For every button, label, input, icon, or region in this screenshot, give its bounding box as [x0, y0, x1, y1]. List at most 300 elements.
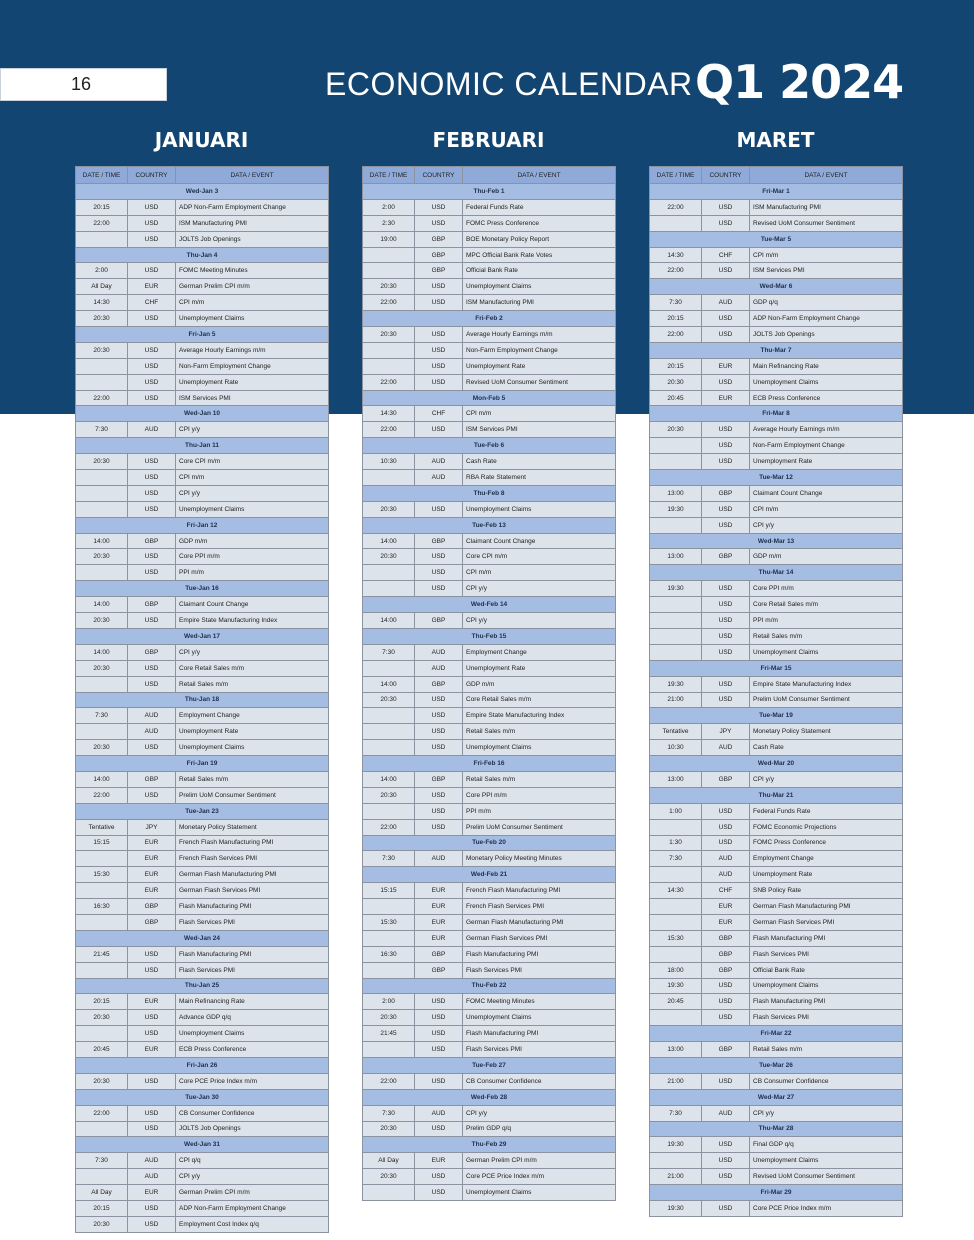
country-cell: AUD	[128, 1153, 176, 1169]
day-header-row	[363, 597, 616, 613]
country-cell: USD	[128, 485, 176, 501]
time-cell: 14:00	[76, 597, 128, 613]
event-cell: Flash Services PMI	[463, 1042, 616, 1058]
day-header: Fri-Jan 5	[76, 327, 329, 343]
event-cell: FOMC Meeting Minutes	[176, 263, 329, 279]
day-header-row	[650, 184, 903, 200]
table-row	[363, 406, 616, 422]
day-header: Thu-Jan 4	[76, 247, 329, 263]
day-header-row	[363, 867, 616, 883]
event-cell: Main Refinancing Rate	[176, 994, 329, 1010]
table-row	[363, 454, 616, 470]
country-cell: USD	[702, 1169, 750, 1185]
country-cell: USD	[702, 819, 750, 835]
time-cell: 20:30	[363, 1121, 415, 1137]
table-row	[76, 724, 329, 740]
table-row	[76, 199, 329, 215]
event-cell: Unemployment Claims	[176, 501, 329, 517]
country-cell: CHF	[702, 883, 750, 899]
table-row	[650, 263, 903, 279]
table-row	[650, 311, 903, 327]
country-cell: AUD	[128, 422, 176, 438]
event-cell: Empire State Manufacturing Index	[463, 708, 616, 724]
table-row	[363, 1010, 616, 1026]
event-cell: CPI m/m	[463, 406, 616, 422]
country-cell: EUR	[128, 1185, 176, 1201]
time-cell: 14:30	[76, 295, 128, 311]
time-cell: 7:30	[363, 1105, 415, 1121]
time-cell	[363, 358, 415, 374]
day-header: Wed-Mar 13	[650, 533, 903, 549]
day-header: Thu-Mar 28	[650, 1121, 903, 1137]
country-cell: USD	[415, 358, 463, 374]
table-row	[76, 470, 329, 486]
event-cell: Flash Manufacturing PMI	[750, 930, 903, 946]
country-cell: GBP	[128, 899, 176, 915]
page-title: ECONOMIC CALENDAR	[325, 66, 693, 102]
column-header: COUNTRY	[702, 167, 750, 184]
time-cell	[650, 1153, 702, 1169]
country-cell: USD	[702, 501, 750, 517]
country-cell: USD	[128, 1105, 176, 1121]
event-cell: Monetary Policy Statement	[750, 724, 903, 740]
time-cell	[363, 581, 415, 597]
event-cell: CPI y/y	[463, 581, 616, 597]
event-cell: Unemployment Claims	[463, 279, 616, 295]
country-cell: USD	[415, 199, 463, 215]
time-cell: 15:15	[76, 835, 128, 851]
event-cell: Core CPI m/m	[176, 454, 329, 470]
country-cell: EUR	[702, 914, 750, 930]
time-cell	[363, 565, 415, 581]
country-cell: AUD	[415, 660, 463, 676]
event-cell: BOE Monetary Policy Report	[463, 231, 616, 247]
time-cell: 2:00	[363, 994, 415, 1010]
day-header-row	[363, 628, 616, 644]
time-cell	[76, 358, 128, 374]
time-cell: All Day	[363, 1153, 415, 1169]
day-header-row	[76, 1057, 329, 1073]
table-row	[363, 374, 616, 390]
time-cell: 14:30	[650, 247, 702, 263]
time-cell: 19:30	[650, 978, 702, 994]
table-row	[76, 1010, 329, 1026]
event-cell: Unemployment Claims	[176, 1026, 329, 1042]
table-row	[76, 899, 329, 915]
country-cell: GBP	[415, 946, 463, 962]
country-cell: USD	[702, 517, 750, 533]
country-cell: AUD	[702, 740, 750, 756]
event-cell: Monetary Policy Statement	[176, 819, 329, 835]
time-cell: 7:30	[650, 1105, 702, 1121]
time-cell: 10:30	[650, 740, 702, 756]
event-cell: CPI y/y	[176, 485, 329, 501]
country-cell: USD	[702, 597, 750, 613]
event-cell: ISM Services PMI	[463, 422, 616, 438]
country-cell: AUD	[702, 867, 750, 883]
event-cell: ECB Press Conference	[176, 1042, 329, 1058]
country-cell: USD	[128, 454, 176, 470]
time-cell	[363, 342, 415, 358]
event-cell: JOLTS Job Openings	[750, 327, 903, 343]
country-cell: USD	[702, 978, 750, 994]
country-cell: USD	[702, 1153, 750, 1169]
table-row	[363, 1105, 616, 1121]
time-cell: 20:15	[650, 311, 702, 327]
country-cell: GBP	[415, 613, 463, 629]
table-row	[363, 549, 616, 565]
table-row	[76, 422, 329, 438]
country-cell: AUD	[128, 724, 176, 740]
time-cell	[76, 470, 128, 486]
event-cell: Flash Services PMI	[176, 914, 329, 930]
country-cell: EUR	[128, 1042, 176, 1058]
day-header: Tue-Feb 27	[363, 1057, 616, 1073]
day-header: Tue-Jan 30	[76, 1089, 329, 1105]
time-cell: All Day	[76, 1185, 128, 1201]
day-header: Thu-Mar 7	[650, 342, 903, 358]
day-header: Tue-Mar 26	[650, 1057, 903, 1073]
time-cell	[76, 1026, 128, 1042]
event-cell: CPI m/m	[750, 501, 903, 517]
event-cell: ISM Manufacturing PMI	[176, 215, 329, 231]
event-cell: Retail Sales m/m	[750, 1042, 903, 1058]
table-row	[650, 581, 903, 597]
country-cell: USD	[702, 1073, 750, 1089]
country-cell: USD	[128, 342, 176, 358]
table-row	[363, 644, 616, 660]
table-row	[76, 565, 329, 581]
event-cell: Cash Rate	[750, 740, 903, 756]
time-cell: 10:30	[363, 454, 415, 470]
day-header-row	[76, 978, 329, 994]
event-cell: FOMC Press Conference	[463, 215, 616, 231]
country-cell: GBP	[415, 231, 463, 247]
event-cell: Unemployment Claims	[176, 311, 329, 327]
day-header: Mon-Feb 5	[363, 390, 616, 406]
country-cell: USD	[415, 1010, 463, 1026]
event-cell: Final GDP q/q	[750, 1137, 903, 1153]
day-header-row	[76, 692, 329, 708]
day-header-row	[650, 1185, 903, 1201]
table-row	[363, 1026, 616, 1042]
table-row	[650, 517, 903, 533]
event-cell: Employment Cost Index q/q	[176, 1216, 329, 1232]
event-cell: German Prelim CPI m/m	[176, 279, 329, 295]
country-cell: USD	[702, 311, 750, 327]
country-cell: USD	[415, 295, 463, 311]
event-cell: ISM Manufacturing PMI	[463, 295, 616, 311]
table-row	[650, 819, 903, 835]
table-row	[76, 279, 329, 295]
table-row	[76, 946, 329, 962]
day-header: Tue-Mar 19	[650, 708, 903, 724]
event-cell: Official Bank Rate	[750, 962, 903, 978]
country-cell: USD	[415, 215, 463, 231]
country-cell: USD	[128, 374, 176, 390]
event-cell: French Flash Services PMI	[176, 851, 329, 867]
event-cell: Core PPI m/m	[463, 787, 616, 803]
event-cell: Revised UoM Consumer Sentiment	[750, 215, 903, 231]
table-row	[650, 501, 903, 517]
day-header: Wed-Jan 10	[76, 406, 329, 422]
event-cell: Employment Change	[176, 708, 329, 724]
country-cell: AUD	[415, 851, 463, 867]
table-row	[363, 787, 616, 803]
table-row	[363, 279, 616, 295]
day-header: Fri-Mar 1	[650, 184, 903, 200]
day-header-row	[650, 470, 903, 486]
table-row	[76, 1042, 329, 1058]
country-cell: AUD	[415, 454, 463, 470]
time-cell	[650, 613, 702, 629]
country-cell: USD	[128, 231, 176, 247]
day-header-row	[650, 660, 903, 676]
table-row	[363, 342, 616, 358]
time-cell: 20:45	[650, 390, 702, 406]
table-row	[76, 994, 329, 1010]
event-cell: FOMC Meeting Minutes	[463, 994, 616, 1010]
event-cell: Core PPI m/m	[750, 581, 903, 597]
day-header-row	[76, 406, 329, 422]
table-row	[76, 883, 329, 899]
time-cell	[650, 1010, 702, 1026]
table-row	[363, 358, 616, 374]
event-cell: Official Bank Rate	[463, 263, 616, 279]
time-cell: 14:00	[76, 644, 128, 660]
time-cell: 22:00	[76, 1105, 128, 1121]
table-row	[363, 946, 616, 962]
time-cell: 20:30	[650, 374, 702, 390]
table-row	[650, 295, 903, 311]
time-cell: 21:00	[650, 692, 702, 708]
country-cell: USD	[128, 1073, 176, 1089]
country-cell: USD	[128, 263, 176, 279]
time-cell	[650, 899, 702, 915]
time-cell: 20:15	[76, 199, 128, 215]
table-row	[650, 628, 903, 644]
event-cell: RBA Rate Statement	[463, 470, 616, 486]
table-row	[650, 1201, 903, 1217]
table-row	[76, 1169, 329, 1185]
table-row	[650, 883, 903, 899]
event-cell: Flash Manufacturing PMI	[463, 1026, 616, 1042]
event-cell: Unemployment Rate	[176, 374, 329, 390]
time-cell	[650, 819, 702, 835]
day-header-row	[650, 1026, 903, 1042]
time-cell	[363, 899, 415, 915]
event-cell: Employment Change	[750, 851, 903, 867]
event-cell: Non-Farm Employment Change	[463, 342, 616, 358]
table-row	[363, 215, 616, 231]
time-cell: 22:00	[650, 327, 702, 343]
country-cell: USD	[702, 692, 750, 708]
table-row	[76, 311, 329, 327]
day-header: Fri-Jan 19	[76, 756, 329, 772]
event-cell: Unemployment Claims	[750, 1153, 903, 1169]
table-row	[650, 724, 903, 740]
day-header-row	[76, 184, 329, 200]
day-header: Tue-Feb 13	[363, 517, 616, 533]
time-cell	[363, 247, 415, 263]
country-cell: USD	[702, 1137, 750, 1153]
table-row	[650, 851, 903, 867]
day-header-row	[76, 517, 329, 533]
time-cell: 20:30	[76, 549, 128, 565]
event-cell: Unemployment Rate	[463, 358, 616, 374]
country-cell: CHF	[702, 247, 750, 263]
table-row	[76, 533, 329, 549]
time-cell: 1:00	[650, 803, 702, 819]
day-header: Wed-Jan 31	[76, 1137, 329, 1153]
day-header: Tue-Feb 20	[363, 835, 616, 851]
table-row	[650, 914, 903, 930]
time-cell: 19:30	[650, 676, 702, 692]
event-cell: Non-Farm Employment Change	[176, 358, 329, 374]
event-cell: Empire State Manufacturing Index	[176, 613, 329, 629]
table-row	[363, 724, 616, 740]
day-header-row	[363, 1057, 616, 1073]
time-cell: 20:30	[76, 740, 128, 756]
table-row	[363, 565, 616, 581]
time-cell	[363, 803, 415, 819]
table-row	[76, 819, 329, 835]
table-row	[363, 803, 616, 819]
event-cell: CPI y/y	[750, 1105, 903, 1121]
event-cell: Core PCE Price Index m/m	[463, 1169, 616, 1185]
month-title-februari: FEBRUARI	[432, 128, 545, 152]
event-cell: SNB Policy Rate	[750, 883, 903, 899]
table-row	[363, 247, 616, 263]
table-row	[76, 867, 329, 883]
day-header: Thu-Jan 25	[76, 978, 329, 994]
table-row	[363, 1042, 616, 1058]
event-cell: Monetary Policy Meeting Minutes	[463, 851, 616, 867]
event-cell: Federal Funds Rate	[463, 199, 616, 215]
time-cell	[650, 597, 702, 613]
time-cell	[363, 1042, 415, 1058]
time-cell	[363, 962, 415, 978]
day-header: Thu-Feb 8	[363, 485, 616, 501]
time-cell	[76, 231, 128, 247]
table-row	[363, 1169, 616, 1185]
event-cell: CPI m/m	[463, 565, 616, 581]
day-header: Fri-Mar 8	[650, 406, 903, 422]
event-cell: CB Consumer Confidence	[750, 1073, 903, 1089]
event-cell: Core CPI m/m	[463, 549, 616, 565]
event-cell: Average Hourly Earnings m/m	[750, 422, 903, 438]
day-header: Thu-Mar 21	[650, 787, 903, 803]
table-row	[650, 867, 903, 883]
country-cell: USD	[415, 1073, 463, 1089]
time-cell: 15:30	[650, 930, 702, 946]
country-cell: USD	[702, 994, 750, 1010]
country-cell: USD	[702, 374, 750, 390]
day-header: Wed-Jan 3	[76, 184, 329, 200]
day-header: Wed-Mar 20	[650, 756, 903, 772]
day-header: Fri-Jan 12	[76, 517, 329, 533]
table-row	[650, 358, 903, 374]
country-cell: USD	[415, 994, 463, 1010]
table-row	[650, 1010, 903, 1026]
country-cell: GBP	[415, 962, 463, 978]
time-cell	[650, 438, 702, 454]
event-cell: ISM Services PMI	[176, 390, 329, 406]
day-header: Wed-Mar 27	[650, 1089, 903, 1105]
time-cell: 21:45	[363, 1026, 415, 1042]
event-cell: CPI y/y	[176, 422, 329, 438]
day-header: Thu-Jan 18	[76, 692, 329, 708]
country-cell: USD	[415, 692, 463, 708]
month-title-januari: JANUARI	[154, 128, 249, 152]
page-subtitle: Q1 2024	[695, 55, 904, 109]
table-row	[650, 962, 903, 978]
country-cell: GBP	[702, 946, 750, 962]
day-header-row	[650, 279, 903, 295]
event-cell: Flash Manufacturing PMI	[176, 946, 329, 962]
table-row	[76, 358, 329, 374]
table-row	[650, 1105, 903, 1121]
time-cell: 20:30	[76, 1073, 128, 1089]
table-row	[650, 549, 903, 565]
table-row	[363, 231, 616, 247]
country-cell: USD	[128, 1216, 176, 1232]
time-cell: 22:00	[363, 422, 415, 438]
time-cell: 19:30	[650, 581, 702, 597]
country-cell: USD	[702, 628, 750, 644]
time-cell	[650, 644, 702, 660]
country-cell: USD	[128, 740, 176, 756]
time-cell: 20:15	[650, 358, 702, 374]
time-cell	[363, 740, 415, 756]
country-cell: USD	[128, 501, 176, 517]
day-header-row	[650, 787, 903, 803]
table-row	[650, 978, 903, 994]
day-header-row	[363, 311, 616, 327]
table-row	[76, 851, 329, 867]
event-cell: Unemployment Rate	[750, 454, 903, 470]
time-cell: 21:00	[650, 1169, 702, 1185]
time-cell	[76, 724, 128, 740]
table-row	[363, 660, 616, 676]
country-cell: USD	[415, 1026, 463, 1042]
table-row	[650, 1169, 903, 1185]
table-row	[76, 454, 329, 470]
time-cell	[76, 374, 128, 390]
day-header: Fri-Feb 2	[363, 311, 616, 327]
event-cell: German Prelim CPI m/m	[176, 1185, 329, 1201]
time-cell	[363, 470, 415, 486]
time-cell: 2:30	[363, 215, 415, 231]
country-cell: USD	[415, 279, 463, 295]
event-cell: Advance GDP q/q	[176, 1010, 329, 1026]
table-row	[650, 422, 903, 438]
country-cell: USD	[415, 1042, 463, 1058]
day-header-row	[76, 581, 329, 597]
event-cell: Core PCE Price Index m/m	[750, 1201, 903, 1217]
event-cell: CPI q/q	[176, 1153, 329, 1169]
event-cell: ADP Non-Farm Employment Change	[750, 311, 903, 327]
table-row	[650, 1042, 903, 1058]
time-cell: 7:30	[363, 644, 415, 660]
country-cell: EUR	[128, 279, 176, 295]
table-row	[76, 215, 329, 231]
event-cell: Unemployment Claims	[750, 644, 903, 660]
time-cell: 20:30	[76, 613, 128, 629]
country-cell: USD	[415, 374, 463, 390]
country-cell: USD	[415, 787, 463, 803]
time-cell: Tentative	[76, 819, 128, 835]
